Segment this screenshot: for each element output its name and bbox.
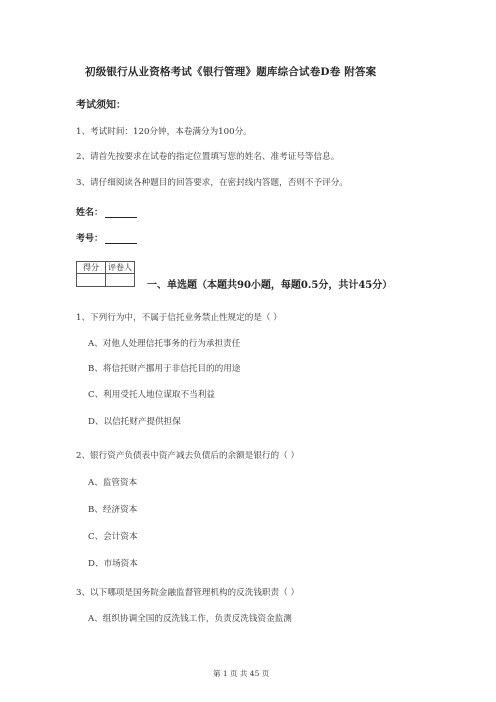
notice-item: 3、请仔细阅读各种题目的回答要求，在密封线内答题，否则不予评分。 <box>76 178 348 188</box>
question-option: D、以信托财产提供担保 <box>88 417 181 427</box>
notice-heading: 考试须知： <box>76 100 126 111</box>
question-option: C、利用受托人地位谋取不当利益 <box>88 390 215 400</box>
question-stem: 3、以下哪项是国务院金融监督管理机构的反洗钱职责（ ） <box>76 588 300 598</box>
notice-item: 2、请首先按要求在试卷的指定位置填写您的姓名、准考证号等信息。 <box>76 152 340 162</box>
score-header: 得分 <box>77 262 106 274</box>
name-blank-line <box>105 208 137 218</box>
page-number-footer: 第 1 页 共 45 页 <box>213 669 270 678</box>
score-box <box>76 261 135 287</box>
question-option: D、市场资本 <box>88 559 138 569</box>
name-field <box>76 205 137 218</box>
question-option: B、经济资本 <box>88 505 138 515</box>
question-option: A、对他人处理信托事务的行为承担责任 <box>88 339 241 349</box>
section-title: 一、单选题（本题共90小题，每题0.5分，共计45分） <box>147 280 393 291</box>
document-title: 初级银行从业资格考试《银行管理》题库综合试卷D卷 附答案 <box>85 66 377 78</box>
question-option: A、监管资本 <box>88 478 138 488</box>
exam-id-label: 考号： <box>76 234 104 244</box>
name-label: 姓名： <box>76 208 104 218</box>
question-option: C、会计资本 <box>88 532 138 542</box>
score-cell <box>77 274 106 287</box>
question-option: B、将信托财产挪用于非信托目的的用途 <box>88 364 241 374</box>
grader-cell <box>106 274 135 287</box>
question-stem: 1、下列行为中，不属于信托业务禁止性规定的是（ ） <box>76 313 282 323</box>
grader-header: 评卷人 <box>106 262 135 274</box>
exam-id-field <box>76 231 137 244</box>
notice-item: 1、考试时间：120分钟，本卷满分为100分。 <box>76 127 252 137</box>
exam-id-blank-line <box>105 234 137 244</box>
question-stem: 2、银行资产负债表中资产减去负债后的余额是银行的（ ） <box>76 451 300 461</box>
question-option: A、组织协调全国的反洗钱工作，负责反洗钱资金监测 <box>88 614 292 624</box>
